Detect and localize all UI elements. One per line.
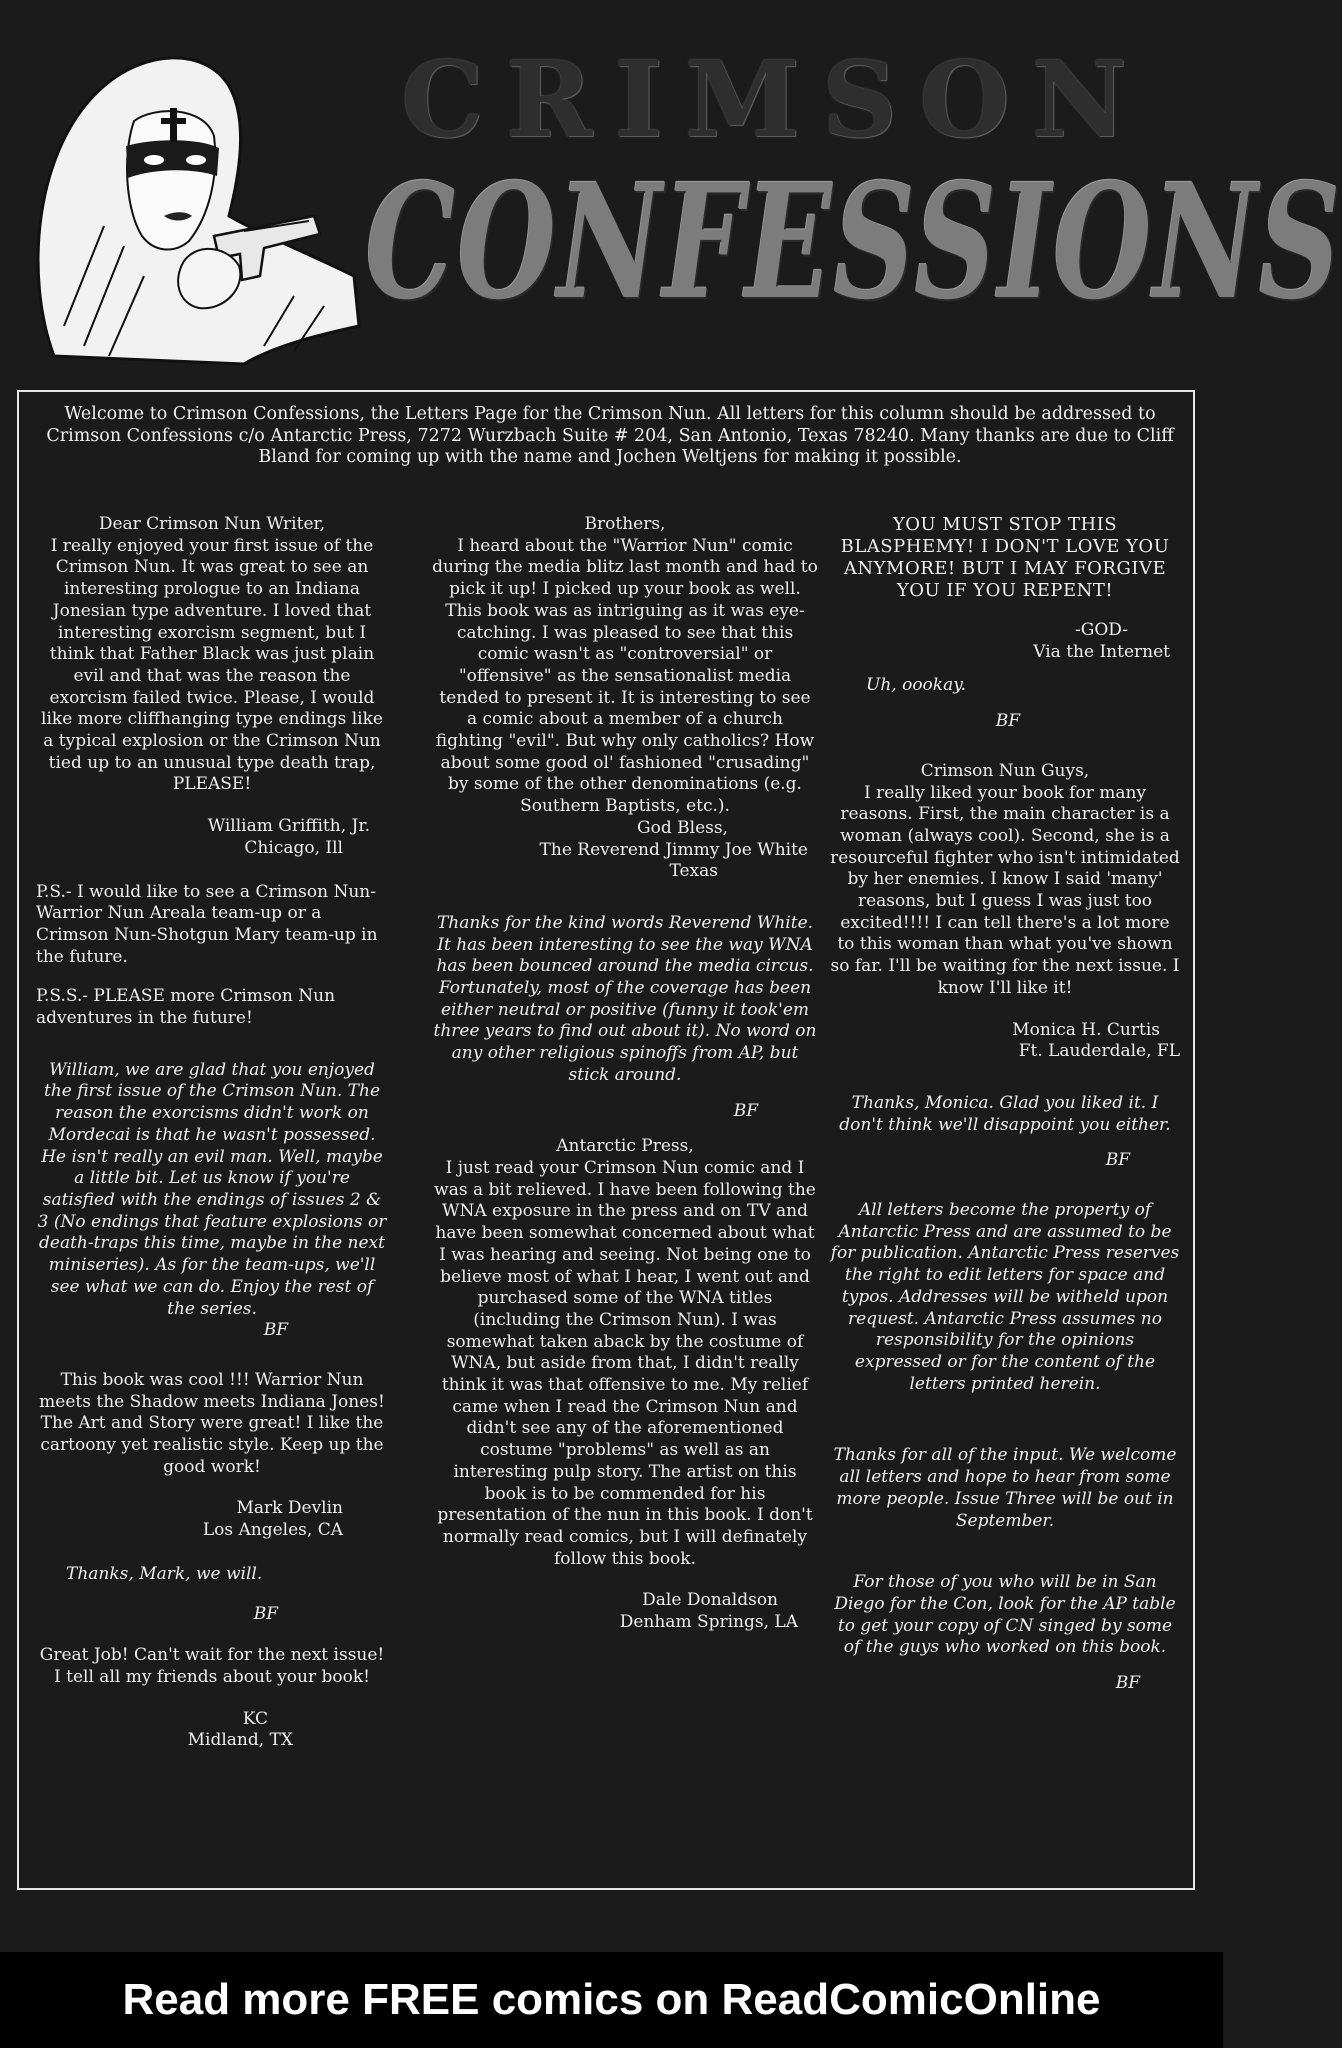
crimson-nun-illustration — [14, 26, 366, 366]
letters-policy: All letters become the property of Antarctic Press and are assumed to be for publication. Antarctic Press reserves the right to edit letters for space and typos. Addresses will be witheld upon request. Antarctic Press assumes no responsibility for the opinions expressed or for the content of the letters printed herein. — [830, 1200, 1180, 1394]
letter-kc: Great Job! Can't wait for the next issue! I tell all my friends about your book! — [39, 1645, 385, 1687]
convention-note: For those of you who will be in San Diego for the Con, look for the AP table to get your copy of CN singed by some of the guys who worked on this book. — [834, 1572, 1176, 1658]
signature-name: Dale Donaldson — [642, 1590, 778, 1611]
page-header — [0, 0, 1342, 380]
letter-monica: Crimson Nun Guys, I really liked your book for many reasons. First, the main character is a woman (always cool). Second, she is a resourceful fighter who isn't intimidated by her enemies. I know I said 'many' reasons, but I guess I was just too excited!!!! I can tell there's a lot more to this woman than what you've shown so far. I'll be waiting for the next issue. I know I'll like it! — [830, 760, 1180, 998]
signature-location: Ft. Lauderdale, FL — [1018, 1041, 1180, 1062]
promo-banner: Read more FREE comics on ReadComicOnline — [0, 1952, 1223, 2048]
editor-initials: BF — [995, 711, 1020, 732]
letters-column-3 — [830, 514, 1180, 1695]
editor-reply: William, we are glad that you enjoyed the first issue of the Crimson Nun. The reason the exorcisms didn't work on Mordecai is that he wasn't possessed. He isn't really an evil man. Well, maybe a little bit. Let us know if you're satisfied with the endings of issues 2 & 3 (No endings that feature explosions or death-traps this time, maybe in the next miniseries). As for the team-ups, we'll see what we can do. Enjoy the rest of the series. — [37, 1059, 387, 1319]
letter-dale: Antarctic Press, I just read your Crimson Nun comic and I was a bit relieved. I have been following the WNA exposure in the press and on TV and have been somewhat concerned about what I was hearing and seeing. Not being one to believe most of what I hear, I went out and purchased some of the WNA titles (including the Crimson Nun). I was somewhat taken aback by the costume of WNA, but aside from that, I didn't really think it was that offensive to me. My relief came when I read the Crimson Nun and didn't see any of the aforementioned costume "problems" as well as an interesting pulp story. The artist on this book is to be commended for his presentation of the nun in this book. I don't normally read comics, but I will definately follow this book. — [434, 1136, 816, 1569]
editor-initials: BF — [253, 1603, 278, 1624]
signature-name: KC — [242, 1708, 268, 1729]
thanks-note: Thanks for all of the input. We welcome all letters and hope to hear from some more people. Issue Three will be out in September. — [833, 1445, 1177, 1531]
letter-god: YOU MUST STOP THIS BLASPHEMY! I DON'T LOVE YOU ANYMORE! BUT I MAY FORGIVE YOU IF YOU REPENT! — [840, 514, 1170, 601]
signature-location: Texas — [669, 861, 718, 882]
title-confessions: CONFESSIONS — [365, 150, 1342, 335]
signature-name: Monica H. Curtis — [1012, 1019, 1160, 1040]
editor-initials: BF — [733, 1100, 758, 1121]
signature-location: Chicago, Ill — [244, 837, 343, 858]
signature-location: Via the Internet — [1033, 641, 1170, 662]
postscript-2: P.S.S.- PLEASE more Crimson Nun adventures in the future! — [36, 986, 336, 1029]
editor-reply: Thanks for the kind words Reverend White. It has been interesting to see the way WNA has been bounced around the media circus. Fortunately, most of the coverage has been either neutral or positive (funny it took'em three years to find out about it). No word on any other religious spinoffs from AP, but stick around. — [433, 912, 817, 1085]
editor-reply: Thanks, Mark, we will. — [66, 1563, 263, 1584]
postscript: P.S.- I would like to see a Crimson Nun-Warrior Nun Areala team-up or a Crimson Nun-Shotgun Mary team-up in the future. — [36, 881, 378, 967]
signature-greeting: God Bless, — [637, 817, 728, 838]
letters-column-1 — [36, 514, 388, 1752]
editor-initials: BF — [263, 1320, 288, 1341]
letter-reverend: Brothers, I heard about the "Warrior Nun" comic during the media blitz last month and had to pick it up! I picked up your book as well. This book was as intriguing as it was eye-catching. I was pleased to see that this comic wasn't as "controversial" or "offensive" as the sensationalist media tended to present it. It is interesting to see a comic about a member of a church fighting "evil". But why only catholics? How about some good ol' fashioned "crusading" by some of the other denominations (e.g. Southern Baptists, etc.). — [432, 514, 818, 817]
editor-reply: Thanks, Monica. Glad you liked it. I don't think we'll disappoint you either. — [839, 1092, 1171, 1135]
letters-column-2 — [432, 514, 818, 1634]
editor-initials: BF — [1105, 1150, 1130, 1171]
editor-reply: Uh, oookay. — [866, 675, 966, 696]
letter-william: Dear Crimson Nun Writer, I really enjoyed your first issue of the Crimson Nun. It was great to see an interesting prologue to an Indiana Jonesian type adventure. I loved that interesting exorcism segment, but I think that Father Black was just plain evil and that was the reason the exorcism failed twice. Please, I would like more cliffhanging type endings like a typical explosion or the Crimson Nun tied up to an unusual type death trap, PLEASE! — [41, 514, 383, 795]
signature-name: William Griffith, Jr. — [207, 816, 370, 837]
signature-location: Los Angeles, CA — [202, 1520, 343, 1541]
signature-name: The Reverend Jimmy Joe White — [539, 839, 808, 860]
signature-name: Mark Devlin — [236, 1498, 343, 1519]
editor-initials: BF — [1115, 1673, 1140, 1694]
signature-name: -GOD- — [1075, 620, 1128, 640]
signature-location: Midland, TX — [187, 1730, 293, 1751]
title-crimson: CRIMSON — [401, 38, 1149, 161]
intro-text: Welcome to Crimson Confessions, the Letters Page for the Crimson Nun. All letters for this column should be addressed to Crimson Confessions c/o Antarctic Press, 7272 Wurzbach Suite # 204, San Antonio, Texas 78240. Many thanks are due to Cliff Bland for coming up with the name and Jochen Weltjens for making it possible. — [46, 404, 1174, 467]
letter-mark: This book was cool !!! Warrior Nun meets the Shadow meets Indiana Jones! The Art and Story were great! I like the cartoony yet realistic style. Keep up the good work! — [39, 1369, 385, 1477]
signature-location: Denham Springs, LA — [619, 1612, 798, 1633]
